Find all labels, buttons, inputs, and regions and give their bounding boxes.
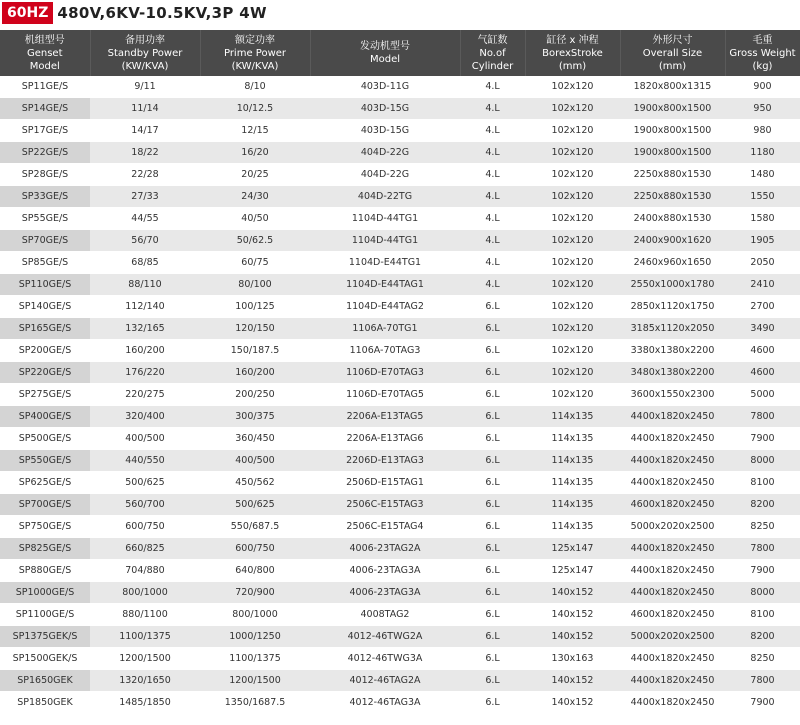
table-cell: 4400x1820x2450 (620, 428, 725, 450)
table-cell: 403D-11G (310, 76, 460, 98)
table-cell: 4600x1820x2450 (620, 604, 725, 626)
table-cell: 102x120 (525, 120, 620, 142)
table-cell: 6.L (460, 450, 525, 472)
table-row (0, 362, 800, 384)
table-cell: 2050 (725, 252, 800, 274)
column-header-line: BorexStroke (542, 47, 603, 59)
genset-model-cell: SP28GE/S (0, 164, 90, 186)
table-cell: 2506D-E15TAG1 (310, 472, 460, 494)
table-cell: 400/500 (200, 450, 310, 472)
table-cell: 7900 (725, 560, 800, 582)
table-cell: 102x120 (525, 340, 620, 362)
table-cell: 4.L (460, 208, 525, 230)
table-cell: 4.L (460, 274, 525, 296)
table-cell: 102x120 (525, 362, 620, 384)
table-row (0, 560, 800, 582)
table-cell: 7900 (725, 692, 800, 714)
table-cell: 1900x800x1500 (620, 98, 725, 120)
table-cell: 660/825 (90, 538, 200, 560)
table-cell: 2550x1000x1780 (620, 274, 725, 296)
table-cell: 11/14 (90, 98, 200, 120)
table-row (0, 604, 800, 626)
table-cell: 102x120 (525, 296, 620, 318)
table-cell: 1000/1250 (200, 626, 310, 648)
table-cell: 24/30 (200, 186, 310, 208)
table-cell: 6.L (460, 296, 525, 318)
genset-model-cell: SP1500GEK/S (0, 648, 90, 670)
genset-model-cell: SP200GE/S (0, 340, 90, 362)
genset-model-cell: SP750GE/S (0, 516, 90, 538)
genset-model-cell: SP880GE/S (0, 560, 90, 582)
table-cell: 2460x960x1650 (620, 252, 725, 274)
table-row (0, 252, 800, 274)
table-cell: 1106A-70TG1 (310, 318, 460, 340)
table-cell: 8/10 (200, 76, 310, 98)
column-header-line: (kg) (752, 60, 773, 72)
table-cell: 1104D-E44TG1 (310, 252, 460, 274)
genset-model-cell: SP70GE/S (0, 230, 90, 252)
column-header-line: Standby Power (107, 47, 183, 59)
table-cell: 27/33 (90, 186, 200, 208)
genset-model-cell: SP11GE/S (0, 76, 90, 98)
table-cell: 6.L (460, 516, 525, 538)
table-row (0, 516, 800, 538)
table-cell: 1480 (725, 164, 800, 186)
table-cell: 880/1100 (90, 604, 200, 626)
table-cell: 8200 (725, 626, 800, 648)
table-cell: 4400x1820x2450 (620, 472, 725, 494)
genset-model-cell: SP55GE/S (0, 208, 90, 230)
table-body (0, 76, 800, 714)
table-cell: 4600x1820x2450 (620, 494, 725, 516)
table-cell: 3380x1380x2200 (620, 340, 725, 362)
table-cell: 102x120 (525, 142, 620, 164)
column-header (200, 30, 310, 76)
table-cell: 50/62.5 (200, 230, 310, 252)
table-cell: 2506C-E15TAG3 (310, 494, 460, 516)
genset-model-cell: SP1650GEK (0, 670, 90, 692)
genset-model-cell: SP825GE/S (0, 538, 90, 560)
table-cell: 2700 (725, 296, 800, 318)
table-cell: 4400x1820x2450 (620, 406, 725, 428)
genset-model-cell: SP625GE/S (0, 472, 90, 494)
table-cell: 4008TAG2 (310, 604, 460, 626)
table-cell: 3185x1120x2050 (620, 318, 725, 340)
column-header-line: (mm) (658, 60, 687, 72)
table-cell: 950 (725, 98, 800, 120)
table-cell: 125x147 (525, 538, 620, 560)
table-cell: 2206A-E13TAG6 (310, 428, 460, 450)
table-row (0, 274, 800, 296)
table-cell: 140x152 (525, 692, 620, 714)
table-row (0, 428, 800, 450)
table-cell: 300/375 (200, 406, 310, 428)
table-cell: 360/450 (200, 428, 310, 450)
table-cell: 1820x800x1315 (620, 76, 725, 98)
table-cell: 114x135 (525, 406, 620, 428)
table-cell: 4.L (460, 164, 525, 186)
table-cell: 640/800 (200, 560, 310, 582)
column-header-line: 发动机型号 (360, 41, 410, 52)
table-cell: 14/17 (90, 120, 200, 142)
table-cell: 1106D-E70TAG3 (310, 362, 460, 384)
table-cell: 600/750 (90, 516, 200, 538)
column-header (90, 30, 200, 76)
table-row (0, 472, 800, 494)
table-cell: 2206D-E13TAG3 (310, 450, 460, 472)
table-cell: 560/700 (90, 494, 200, 516)
table-cell: 102x120 (525, 274, 620, 296)
table-row (0, 538, 800, 560)
table-cell: 4.L (460, 76, 525, 98)
genset-model-cell: SP400GE/S (0, 406, 90, 428)
table-cell: 6.L (460, 494, 525, 516)
table-cell: 403D-15G (310, 98, 460, 120)
table-cell: 8250 (725, 516, 800, 538)
table-cell: 440/550 (90, 450, 200, 472)
column-header-line: 额定功率 (235, 34, 275, 46)
table-cell: 1900x800x1500 (620, 142, 725, 164)
table-cell: 40/50 (200, 208, 310, 230)
table-cell: 4006-23TAG2A (310, 538, 460, 560)
table-cell: 60/75 (200, 252, 310, 274)
table-cell: 6.L (460, 318, 525, 340)
table-cell: 6.L (460, 560, 525, 582)
table-row (0, 450, 800, 472)
column-header-line: Cylinder (471, 60, 514, 72)
table-cell: 8200 (725, 494, 800, 516)
table-row (0, 208, 800, 230)
table-cell: 130x163 (525, 648, 620, 670)
table-cell: 80/100 (200, 274, 310, 296)
table-cell: 800/1000 (200, 604, 310, 626)
table-cell: 1200/1500 (200, 670, 310, 692)
table-cell: 4600 (725, 340, 800, 362)
genset-model-cell: SP22GE/S (0, 142, 90, 164)
table-cell: 2250x880x1530 (620, 164, 725, 186)
title-bar (0, 0, 800, 26)
table-cell: 150/187.5 (200, 340, 310, 362)
table-cell: 1106A-70TAG3 (310, 340, 460, 362)
table-cell: 8100 (725, 472, 800, 494)
page-title: 480V,6KV-10.5KV,3P 4W (57, 4, 267, 22)
table-cell: 220/275 (90, 384, 200, 406)
table-cell: 1550 (725, 186, 800, 208)
table-cell: 1106D-E70TAG5 (310, 384, 460, 406)
table-cell: 140x152 (525, 626, 620, 648)
table-row (0, 76, 800, 98)
table-cell: 140x152 (525, 582, 620, 604)
table-cell: 4.L (460, 120, 525, 142)
genset-model-cell: SP220GE/S (0, 362, 90, 384)
table-cell: 1100/1375 (90, 626, 200, 648)
genset-model-cell: SP275GE/S (0, 384, 90, 406)
table-cell: 22/28 (90, 164, 200, 186)
table-row (0, 164, 800, 186)
table-cell: 68/85 (90, 252, 200, 274)
table-row (0, 582, 800, 604)
column-header-line: Prime Power (223, 47, 287, 59)
column-header-line: Model (29, 60, 60, 72)
table-cell: 6.L (460, 472, 525, 494)
table-cell: 6.L (460, 384, 525, 406)
table-row (0, 494, 800, 516)
table-cell: 2400x880x1530 (620, 208, 725, 230)
table-cell: 102x120 (525, 76, 620, 98)
table-cell: 2506C-E15TAG4 (310, 516, 460, 538)
genset-model-cell: SP1100GE/S (0, 604, 90, 626)
table-cell: 500/625 (90, 472, 200, 494)
column-header (460, 30, 525, 76)
table-cell: 4012-46TWG3A (310, 648, 460, 670)
table-cell: 4400x1820x2450 (620, 670, 725, 692)
table-cell: 16/20 (200, 142, 310, 164)
column-header-line: (KW/KVA) (121, 60, 169, 72)
table-cell: 114x135 (525, 516, 620, 538)
table-cell: 2850x1120x1750 (620, 296, 725, 318)
table-cell: 1350/1687.5 (200, 692, 310, 714)
table-row (0, 626, 800, 648)
table-row (0, 98, 800, 120)
table-cell: 5000 (725, 384, 800, 406)
table-cell: 114x135 (525, 472, 620, 494)
table-cell: 132/165 (90, 318, 200, 340)
genset-model-cell: SP165GE/S (0, 318, 90, 340)
genset-model-cell: SP85GE/S (0, 252, 90, 274)
table-cell: 8100 (725, 604, 800, 626)
table-cell: 7900 (725, 428, 800, 450)
table-cell: 720/900 (200, 582, 310, 604)
table-cell: 18/22 (90, 142, 200, 164)
column-header (725, 30, 800, 76)
table-cell: 140x152 (525, 604, 620, 626)
column-header-line: 备用功率 (125, 34, 165, 46)
table-cell: 6.L (460, 362, 525, 384)
genset-model-cell: SP1850GEK (0, 692, 90, 714)
table-cell: 112/140 (90, 296, 200, 318)
table-row (0, 384, 800, 406)
table-cell: 8000 (725, 450, 800, 472)
table-cell: 6.L (460, 648, 525, 670)
table-cell: 1320/1650 (90, 670, 200, 692)
table-cell: 6.L (460, 582, 525, 604)
table-cell: 3600x1550x2300 (620, 384, 725, 406)
table-cell: 404D-22G (310, 142, 460, 164)
table-row (0, 230, 800, 252)
table-cell: 44/55 (90, 208, 200, 230)
table-cell: 9/11 (90, 76, 200, 98)
table-cell: 102x120 (525, 208, 620, 230)
table-cell: 6.L (460, 670, 525, 692)
column-header-line: 缸径 x 冲程 (546, 34, 599, 46)
table-cell: 550/687.5 (200, 516, 310, 538)
column-header-line: (KW/KVA) (231, 60, 279, 72)
table-cell: 404D-22TG (310, 186, 460, 208)
frequency-badge: 60HZ (2, 2, 53, 24)
column-header-line: Model (369, 54, 401, 65)
table-cell: 160/200 (200, 362, 310, 384)
table-row (0, 406, 800, 428)
table-cell: 404D-22G (310, 164, 460, 186)
table-cell: 7800 (725, 406, 800, 428)
table-cell: 450/562 (200, 472, 310, 494)
table-cell: 1905 (725, 230, 800, 252)
table-cell: 320/400 (90, 406, 200, 428)
column-header-line: 机组型号 (24, 34, 65, 46)
table-cell: 1200/1500 (90, 648, 200, 670)
table-cell: 200/250 (200, 384, 310, 406)
table-cell: 160/200 (90, 340, 200, 362)
table-cell: 102x120 (525, 318, 620, 340)
table-row (0, 186, 800, 208)
table-cell: 2400x900x1620 (620, 230, 725, 252)
table-cell: 4012-46TWG2A (310, 626, 460, 648)
table-cell: 1100/1375 (200, 648, 310, 670)
table-cell: 1485/1850 (90, 692, 200, 714)
table-cell: 4400x1820x2450 (620, 450, 725, 472)
table-cell: 20/25 (200, 164, 310, 186)
table-cell: 3490 (725, 318, 800, 340)
table-cell: 3480x1380x2200 (620, 362, 725, 384)
table-cell: 2206A-E13TAG5 (310, 406, 460, 428)
table-cell: 1104D-E44TAG1 (310, 274, 460, 296)
table-cell: 100/125 (200, 296, 310, 318)
genset-spec-table (0, 30, 800, 714)
genset-model-cell: SP550GE/S (0, 450, 90, 472)
genset-model-cell: SP17GE/S (0, 120, 90, 142)
table-cell: 400/500 (90, 428, 200, 450)
table-cell: 114x135 (525, 494, 620, 516)
table-cell: 4.L (460, 98, 525, 120)
table-cell: 5000x2020x2500 (620, 516, 725, 538)
table-cell: 4400x1820x2450 (620, 538, 725, 560)
table-row (0, 318, 800, 340)
table-row (0, 340, 800, 362)
table-cell: 1104D-44TG1 (310, 230, 460, 252)
table-cell: 102x120 (525, 186, 620, 208)
table-cell: 120/150 (200, 318, 310, 340)
column-header-line: 气缸数 (477, 34, 508, 46)
table-cell: 4400x1820x2450 (620, 648, 725, 670)
table-cell: 8000 (725, 582, 800, 604)
table-cell: 4006-23TAG3A (310, 582, 460, 604)
table-cell: 1580 (725, 208, 800, 230)
genset-model-cell: SP33GE/S (0, 186, 90, 208)
table-row (0, 670, 800, 692)
column-header-line: 毛重 (752, 34, 773, 46)
table-cell: 7800 (725, 670, 800, 692)
column-header (620, 30, 725, 76)
table-cell: 56/70 (90, 230, 200, 252)
table-row (0, 142, 800, 164)
table-cell: 102x120 (525, 98, 620, 120)
column-header-line: (mm) (558, 60, 587, 72)
table-cell: 6.L (460, 626, 525, 648)
table-cell: 114x135 (525, 450, 620, 472)
table-row (0, 296, 800, 318)
table-cell: 6.L (460, 692, 525, 714)
genset-model-cell: SP110GE/S (0, 274, 90, 296)
column-header-line: No.of (479, 47, 506, 59)
table-header-row (0, 30, 800, 76)
column-header (310, 30, 460, 76)
table-cell: 10/12.5 (200, 98, 310, 120)
genset-model-cell: SP500GE/S (0, 428, 90, 450)
table-row (0, 120, 800, 142)
table-cell: 88/110 (90, 274, 200, 296)
table-cell: 2410 (725, 274, 800, 296)
genset-model-cell: SP14GE/S (0, 98, 90, 120)
table-cell: 1104D-44TG1 (310, 208, 460, 230)
column-header-line: 外形尺寸 (652, 34, 693, 46)
table-cell: 4400x1820x2450 (620, 560, 725, 582)
table-cell: 102x120 (525, 384, 620, 406)
table-cell: 4.L (460, 142, 525, 164)
table-cell: 2250x880x1530 (620, 186, 725, 208)
genset-model-cell: SP1375GEK/S (0, 626, 90, 648)
table-cell: 6.L (460, 340, 525, 362)
table-cell: 102x120 (525, 230, 620, 252)
table-cell: 4.L (460, 252, 525, 274)
table-cell: 114x135 (525, 428, 620, 450)
table-row (0, 648, 800, 670)
table-cell: 102x120 (525, 164, 620, 186)
table-cell: 4012-46TAG3A (310, 692, 460, 714)
table-cell: 140x152 (525, 670, 620, 692)
table-cell: 6.L (460, 538, 525, 560)
column-header-line: Overall Size (642, 47, 703, 59)
table-cell: 500/625 (200, 494, 310, 516)
table-cell: 12/15 (200, 120, 310, 142)
table-cell: 4600 (725, 362, 800, 384)
table-cell: 4400x1820x2450 (620, 692, 725, 714)
table-cell: 4.L (460, 186, 525, 208)
table-cell: 600/750 (200, 538, 310, 560)
table-cell: 800/1000 (90, 582, 200, 604)
table-cell: 5000x2020x2500 (620, 626, 725, 648)
genset-model-cell: SP700GE/S (0, 494, 90, 516)
genset-model-cell: SP140GE/S (0, 296, 90, 318)
table-cell: 1180 (725, 142, 800, 164)
table-cell: 980 (725, 120, 800, 142)
genset-model-cell: SP1000GE/S (0, 582, 90, 604)
table-cell: 176/220 (90, 362, 200, 384)
column-header-line: Gross Weight (729, 47, 796, 59)
table-cell: 4006-23TAG3A (310, 560, 460, 582)
table-cell: 6.L (460, 428, 525, 450)
table-cell: 1104D-E44TAG2 (310, 296, 460, 318)
column-header (525, 30, 620, 76)
table-cell: 125x147 (525, 560, 620, 582)
table-cell: 4.L (460, 230, 525, 252)
table-cell: 1900x800x1500 (620, 120, 725, 142)
table-cell: 704/880 (90, 560, 200, 582)
table-cell: 102x120 (525, 252, 620, 274)
table-cell: 7800 (725, 538, 800, 560)
column-header-line: Genset (26, 47, 63, 59)
table-cell: 4012-46TAG2A (310, 670, 460, 692)
table-cell: 8250 (725, 648, 800, 670)
table-cell: 6.L (460, 604, 525, 626)
table-cell: 6.L (460, 406, 525, 428)
table-cell: 403D-15G (310, 120, 460, 142)
table-cell: 4400x1820x2450 (620, 582, 725, 604)
table-row (0, 692, 800, 714)
column-header (0, 30, 90, 76)
table-cell: 900 (725, 76, 800, 98)
